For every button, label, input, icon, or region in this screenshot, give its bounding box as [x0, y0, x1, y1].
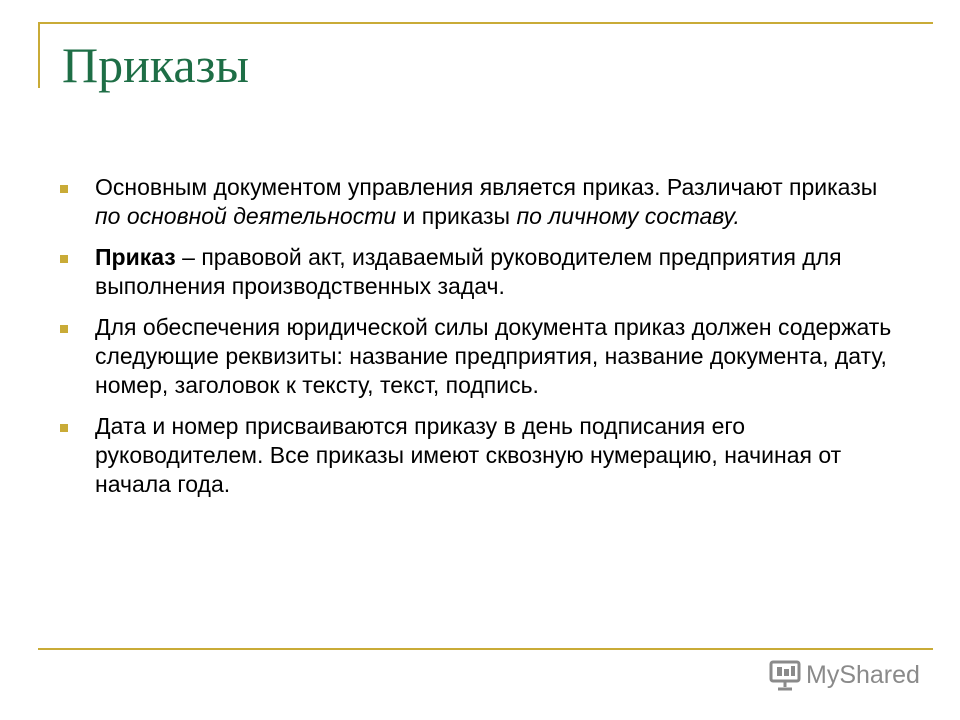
watermark-logo: [768, 658, 920, 692]
bullet-marker: [60, 424, 68, 432]
bullet-marker: [60, 255, 68, 263]
watermark-text: MyShared: [806, 660, 920, 689]
slide-title: Приказы: [62, 37, 249, 93]
bullet-text: [95, 173, 900, 231]
bullet-text: [95, 412, 900, 499]
bullet-text: [95, 243, 900, 301]
bullet-marker: [60, 185, 68, 193]
bullet-segment: Дата и номер присваиваются приказу в день подписания его руководителем. Все приказы имеют сквозную нумерацию, начиная от начала года.: [95, 413, 842, 497]
frame-bottom-line: [38, 648, 933, 650]
bullet-segment: – правовой акт, издаваемый руководителем предприятия для выполнения производственных задач.: [95, 244, 842, 299]
bullet-item: [60, 173, 900, 231]
bullet-item: [60, 412, 900, 499]
bullet-segment: Для обеспечения юридической силы документа приказ должен содержать следующие реквизиты: название предприятия, название документа, дату, номер, заголовок к тексту, текст, подпись.: [95, 314, 892, 398]
bullet-segment-italic: по основной деятельности: [95, 203, 397, 229]
bullet-segment-italic: по личному составу.: [516, 203, 740, 229]
bullet-marker: [60, 325, 68, 333]
bullet-segment: Основным документом управления является приказ. Различают приказы: [95, 174, 878, 200]
bullet-list: [60, 173, 900, 511]
frame-top-line: [38, 22, 933, 24]
bullet-item: [60, 313, 900, 400]
bullet-segment: и приказы: [396, 203, 517, 229]
presentation-board-icon: [768, 658, 802, 692]
bullet-text: [95, 313, 900, 400]
bullet-item: [60, 243, 900, 301]
frame-left-line: [38, 22, 40, 88]
bullet-segment-bold: Приказ: [95, 244, 176, 270]
